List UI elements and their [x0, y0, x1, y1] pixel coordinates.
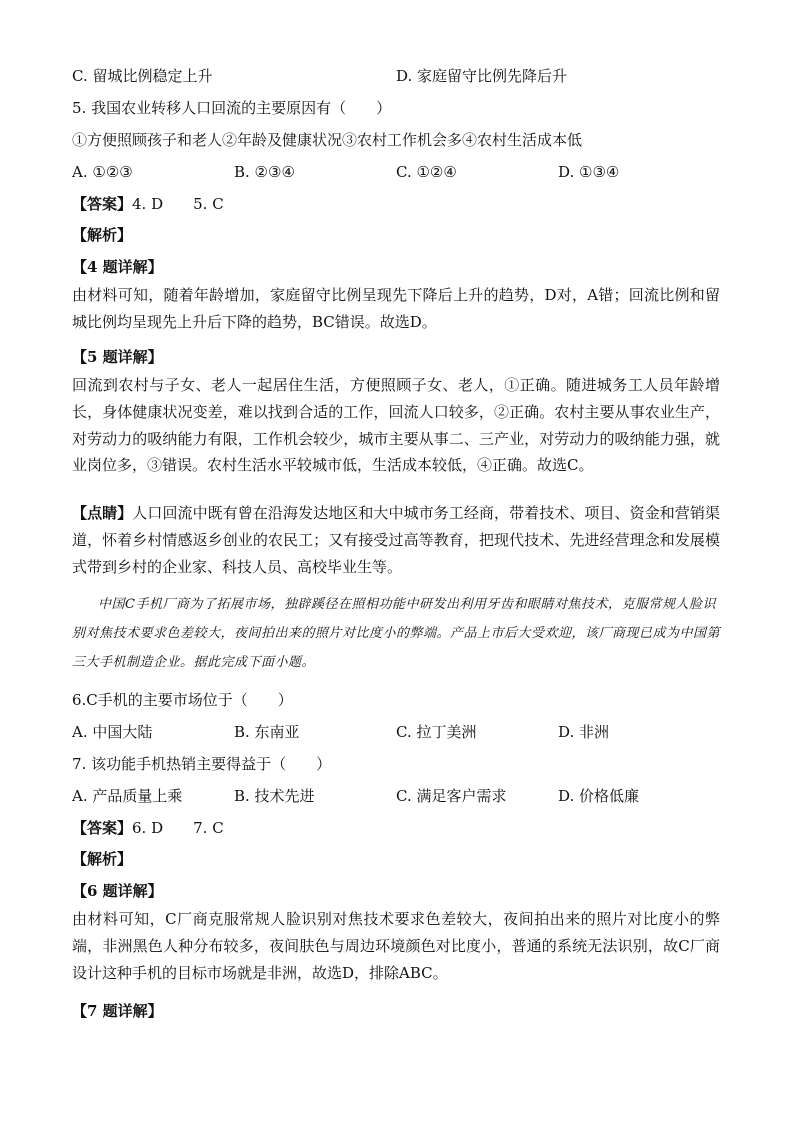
analysis-heading: 【解析】	[72, 850, 133, 868]
q5-detail-title: 【5 题详解】	[72, 348, 163, 366]
option-d: D. 非洲	[558, 723, 610, 741]
option-b: B. 技术先进	[234, 787, 315, 805]
answer-line	[72, 818, 224, 838]
tips-text: 人口回流中既有曾在沿海发达地区和大中城市务工经商，带着技术、项目、资金和营销渠道，怀着乡村情感返乡创业的农民工；又有接受过高等教育，把现代技术、先进经营理念和发展模式带到乡村的企业家、科技人员、高校毕业生等。	[72, 504, 720, 576]
option-c: C. 留城比例稳定上升	[72, 67, 213, 85]
option-a: A. 中国大陆	[72, 723, 153, 741]
option-a: A. ①②③	[72, 163, 133, 181]
q6-detail-text: 由材料可知，C厂商克服常规人脸识别对焦技术要求色差较大，夜间拍出来的照片对比度小的弊端，非洲黑色人种分布较多，夜间肤色与周边环境颜色对比度小，普通的系统无法识别，故C厂商设计这种手机的目标市场就是非洲，故选D，排除ABC。	[72, 910, 720, 982]
q5-items: ①方便照顾孩子和老人②年龄及健康状况③农村工作机会多④农村生活成本低	[72, 131, 583, 149]
answer-line	[72, 194, 224, 214]
q4-detail-title: 【4 题详解】	[72, 258, 163, 276]
option-c: C. ①②④	[396, 163, 457, 181]
answer-text: 6. D 7. C	[132, 819, 224, 837]
q4-detail-text: 由材料可知，随着年龄增加，家庭留守比例呈现先下降后上升的趋势，D对，A错；回流比例和留城比例均呈现先上升后下降的趋势，BC错误。故选D。	[72, 286, 720, 331]
answer-text: 4. D 5. C	[132, 195, 224, 213]
q6-stem: 6.C手机的主要市场位于（ ）	[72, 691, 293, 709]
option-d: D. 价格低廉	[558, 787, 640, 805]
q7-detail-title: 【7 题详解】	[72, 1002, 163, 1020]
answer-tag: 【答案】	[72, 819, 133, 837]
analysis-heading: 【解析】	[72, 226, 133, 244]
option-b: B. ②③④	[234, 163, 295, 181]
tips-paragraph	[72, 500, 720, 580]
option-d: D. ①③④	[558, 163, 620, 181]
option-c: C. 拉丁美洲	[396, 723, 477, 741]
q6-detail-title: 【6 题详解】	[72, 882, 163, 900]
answer-tag: 【答案】	[72, 195, 133, 213]
q5-detail-text: 回流到农村与子女、老人一起居住生活，方便照顾子女、老人，①正确。随进城务工人员年龄增长，身体健康状况变差，难以找到合适的工作，回流人口较多，②正确。农村主要从事农业生产，对劳动力的吸纳能力有限，工作机会较少，城市主要从事二、三产业，对劳动力的吸纳能力强，就业岗位多，③错误。农村生活水平较城市低，生活成本较低，④正确。故选C。	[72, 376, 720, 475]
option-c: C. 满足客户需求	[396, 787, 507, 805]
option-d: D. 家庭留守比例先降后升	[396, 67, 568, 85]
q7-stem: 7. 该功能手机热销主要得益于（ ）	[72, 755, 332, 773]
option-a: A. 产品质量上乘	[72, 787, 183, 805]
reading-passage: 中国C手机厂商为了拓展市场，独辟蹊径在照相功能中研发出利用牙齿和眼睛对焦技术，克服常规人脸识别对焦技术要求色差较大，夜间拍出来的照片对比度小的弊端。产品上市后大受欢迎，该厂商现已成为中国第三大手机制造企业。据此完成下面小题。	[72, 597, 721, 670]
tips-tag: 【点睛】	[72, 504, 133, 522]
option-b: B. 东南亚	[234, 723, 300, 741]
q5-stem: 5. 我国农业转移人口回流的主要原因有（ ）	[72, 99, 392, 117]
